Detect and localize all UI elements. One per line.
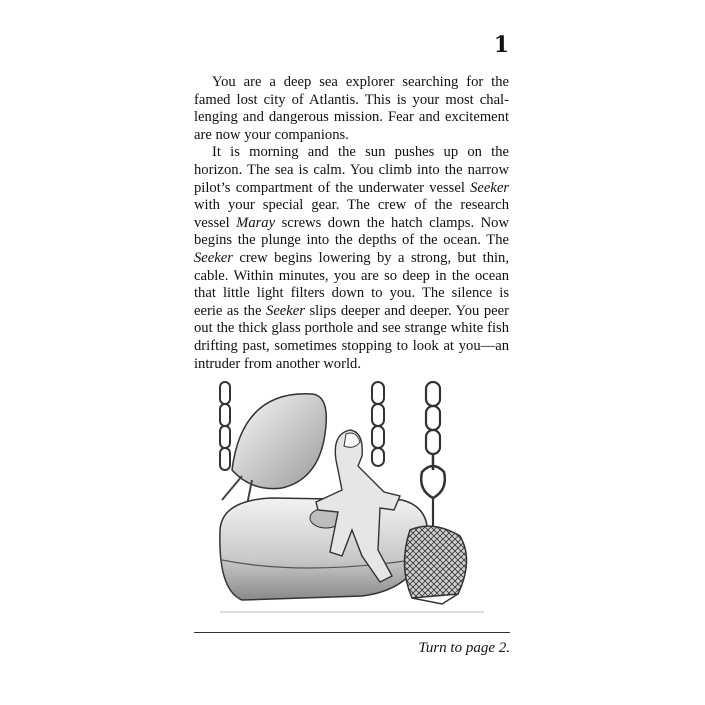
paragraph-1: You are a deep sea explorer searching for the famed lost city of Atlantis. This is your most challenging and dangerous mission. Fear and excitement are now your companions. [194, 74, 509, 143]
vessel-name-seeker: Seeker [470, 179, 509, 196]
chain-left [220, 382, 230, 470]
paragraph-2-text-a: It is morning and the sun pushes up on the horizon. The sea is calm. You climb into the narrow pilot’s compartment of the underwater vessel [194, 144, 509, 196]
page-number: 1 [493, 32, 509, 58]
submersible-illustration [212, 380, 492, 620]
footer-rule [194, 632, 510, 633]
story-text [194, 74, 509, 373]
chain-right [421, 382, 445, 530]
vessel-name-maray: Maray [236, 214, 276, 231]
paragraph-2-text-b: with your special gear. The crew of the research vessel [194, 197, 509, 231]
paragraph-2-text-e: slips deeper and deeper. You peer out the thick glass porthole and see strange white fish drifting past, sometimes stopping to look at you—an intruder from another world. [194, 302, 509, 372]
vessel-name-seeker: Seeker [266, 302, 305, 319]
hull-dome [232, 394, 326, 489]
mesh-basket [404, 526, 466, 598]
turn-to-page-link[interactable]: Turn to page 2. [418, 640, 510, 656]
paragraph-2 [194, 144, 509, 373]
vessel-name-seeker: Seeker [194, 249, 233, 266]
chain-center [372, 382, 384, 466]
paragraph-2-text-c: screws down the hatch clamps. Now begins the plunge into the depths of the ocean. The [194, 214, 509, 249]
paragraph-2-text-d: crew begins lowering by a strong, but thin, cable. Within minutes, you are so deep in the ocean that little light filters down to you. The silence is eerie as the [194, 249, 509, 319]
